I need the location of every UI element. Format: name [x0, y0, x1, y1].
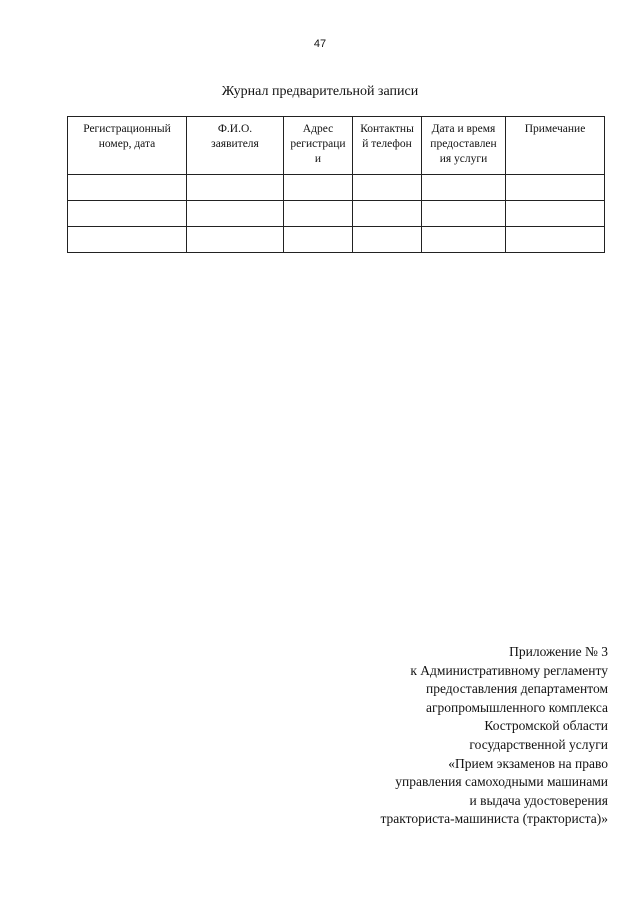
table-cell — [506, 201, 605, 227]
table-header-row — [68, 117, 605, 175]
col-header-line: номер, дата — [98, 138, 156, 150]
table-cell — [353, 175, 422, 201]
table-cell — [187, 175, 284, 201]
col-header-line: Дата и время — [431, 123, 496, 135]
journal-table — [67, 116, 605, 253]
table-cell — [506, 227, 605, 253]
appendix-line: тракториста-машиниста (тракториста)» — [380, 811, 608, 827]
col-header-phone — [353, 117, 422, 175]
col-header-line: Адрес — [302, 123, 334, 135]
appendix-line: Костромской области — [484, 718, 608, 734]
table-cell — [506, 175, 605, 201]
col-header-fio — [187, 117, 284, 175]
col-header-line: регистраци — [290, 138, 346, 150]
col-header-note — [506, 117, 605, 175]
col-header-line: Контактны — [360, 123, 414, 135]
table-cell — [284, 201, 353, 227]
page-number: 47 — [313, 38, 327, 50]
appendix-line: и выдача удостоверения — [469, 792, 608, 808]
table-cell — [284, 227, 353, 253]
table-cell — [422, 227, 506, 253]
col-header-line: заявителя — [211, 138, 259, 150]
col-header-line: Регистрационный — [83, 123, 171, 135]
table-cell — [422, 201, 506, 227]
appendix-block — [288, 643, 608, 829]
appendix-line: государственной услуги — [469, 736, 608, 752]
col-header-line: й телефон — [362, 138, 412, 150]
table-row — [68, 175, 605, 201]
table-cell — [284, 175, 353, 201]
table-cell — [353, 201, 422, 227]
table-cell — [353, 227, 422, 253]
col-header-datetime — [422, 117, 506, 175]
appendix-line: «Прием экзаменов на право — [448, 755, 608, 771]
col-header-line: и — [314, 153, 322, 165]
col-header-line: ия услуги — [439, 153, 488, 165]
table-cell — [68, 227, 187, 253]
appendix-title: Приложение № 3 — [509, 644, 608, 659]
col-header-registration — [68, 117, 187, 175]
appendix-line: к Административному регламенту — [410, 662, 608, 678]
col-header-line: Примечание — [524, 123, 586, 135]
col-header-address — [284, 117, 353, 175]
table-row — [68, 201, 605, 227]
journal-title: Журнал предварительной записи — [221, 84, 419, 99]
table-cell — [187, 227, 284, 253]
table-cell — [68, 175, 187, 201]
appendix-line: управления самоходными машинами — [395, 774, 608, 790]
table-cell — [187, 201, 284, 227]
table-cell — [68, 201, 187, 227]
table-cell — [422, 175, 506, 201]
appendix-line: агропромышленного комплекса — [426, 699, 608, 715]
table-row — [68, 227, 605, 253]
col-header-line: предоставлен — [430, 138, 497, 150]
appendix-line: предоставления департаментом — [426, 681, 608, 697]
col-header-line: Ф.И.О. — [217, 123, 253, 135]
